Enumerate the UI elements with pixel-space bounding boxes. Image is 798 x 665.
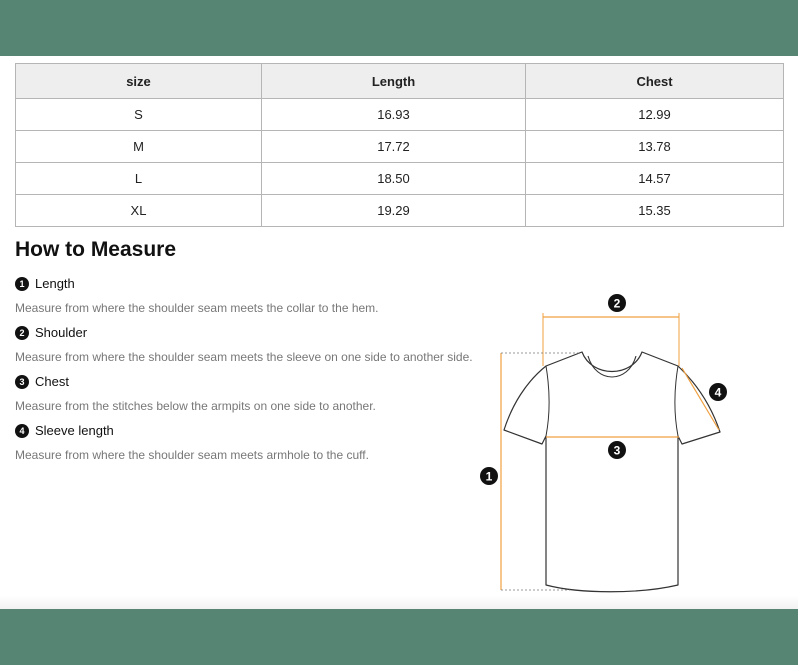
measure-description: Measure from where the shoulder seam meets armhole to the cuff. (15, 448, 369, 462)
cell-chest: 14.57 (526, 163, 784, 195)
tshirt-outline (504, 352, 720, 592)
measure-label: Chest (35, 374, 69, 389)
measure-item-shoulder (15, 325, 87, 340)
tshirt-measurement-diagram (476, 288, 736, 598)
measure-item-sleeve-length (15, 423, 114, 438)
cell-length: 18.50 (262, 163, 526, 195)
cell-length: 17.72 (262, 131, 526, 163)
cell-length: 19.29 (262, 195, 526, 227)
measure-description: Measure from where the shoulder seam meets the collar to the hem. (15, 301, 379, 315)
top-banner (0, 0, 798, 56)
marker-4 (709, 383, 727, 401)
column-header-length: Length (262, 64, 526, 99)
table-row (16, 195, 784, 227)
svg-text:4: 4 (714, 385, 722, 400)
cell-chest: 13.78 (526, 131, 784, 163)
marker-3 (608, 441, 626, 459)
cell-size: M (16, 131, 262, 163)
measure-description: Measure from where the shoulder seam meets the sleeve on one side to another side. (15, 350, 473, 364)
marker-2 (608, 294, 626, 312)
measure-label: Shoulder (35, 325, 88, 340)
table-row (16, 131, 784, 163)
measure-description: Measure from the stitches below the armpits on one side to another. (15, 399, 376, 413)
column-header-size: size (16, 64, 262, 99)
bottom-banner (0, 609, 798, 665)
measure-item-length (15, 276, 75, 291)
table-row (16, 99, 784, 131)
number-4-badge: 4 (15, 424, 29, 438)
svg-text:1: 1 (485, 469, 493, 484)
number-2-badge: 2 (15, 326, 29, 340)
marker-1 (480, 467, 498, 485)
cell-size: XL (16, 195, 262, 227)
number-3-badge: 3 (15, 375, 29, 389)
cell-size: S (16, 99, 262, 131)
svg-text:3: 3 (613, 443, 621, 458)
cell-length: 16.93 (262, 99, 526, 131)
measure-label: Length (35, 276, 75, 291)
bottom-fade (0, 596, 798, 609)
measure-label: Sleeve length (35, 423, 114, 438)
cell-chest: 12.99 (526, 99, 784, 131)
measure-item-chest (15, 374, 69, 389)
cell-chest: 15.35 (526, 195, 784, 227)
table-header-row (16, 64, 784, 99)
table-row (16, 163, 784, 195)
column-header-chest: Chest (526, 64, 784, 99)
svg-text:2: 2 (613, 296, 621, 311)
cell-size: L (16, 163, 262, 195)
size-chart-table (15, 63, 784, 227)
number-1-badge: 1 (15, 277, 29, 291)
how-to-measure-title: How to Measure (15, 238, 177, 261)
